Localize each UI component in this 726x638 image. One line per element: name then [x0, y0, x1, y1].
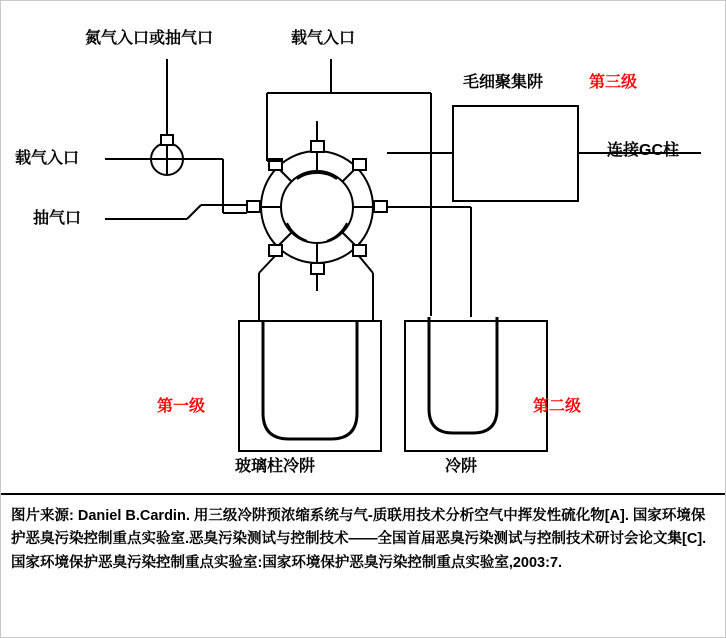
caption-text: 图片来源: Daniel B.Cardin. 用三级冷阱预浓缩系统与气-质联用技术分析空气中挥发性硫化物[A]. 国家环境保护恶臭污染控制重点实验室.恶臭污染测试与控制技术——全国首届恶臭污染测试与控制技术研讨会论文集[C].国家环境保护恶臭污染控制重点实验室:国家环境保护恶臭污染控制重点实验室,2003:7.: [11, 508, 707, 571]
label-stage-one: 第一级: [157, 398, 206, 415]
label-stage-three: 第三级: [589, 74, 638, 91]
capillary-trap-box: [453, 106, 578, 201]
label-connect-gc-column: 连接GC柱: [607, 142, 680, 159]
caption-box: [1, 493, 726, 638]
label-nitrogen-inlet: 氮气入口或抽气口: [85, 30, 214, 47]
vacuum-port-diagonal: [187, 205, 201, 219]
diagram-area: [1, 1, 726, 493]
label-vacuum-port: 抽气口: [33, 210, 82, 227]
stage-one-dewar-box: [239, 321, 381, 451]
valve-bottomright-diagonal: [359, 256, 373, 273]
label-carrier-gas-inlet-top: 载气入口: [291, 30, 356, 47]
label-capillary-trap: 毛细聚集阱: [463, 74, 544, 91]
label-cold-trap: 冷阱: [445, 458, 478, 475]
valve-bottomleft-diagonal: [259, 256, 275, 273]
valve-port-marker: [161, 135, 173, 145]
label-carrier-gas-inlet-left: 载气入口: [15, 150, 80, 167]
label-glass-column-cold-trap: 玻璃柱冷阱: [235, 458, 316, 475]
label-stage-two: 第二级: [533, 398, 582, 415]
